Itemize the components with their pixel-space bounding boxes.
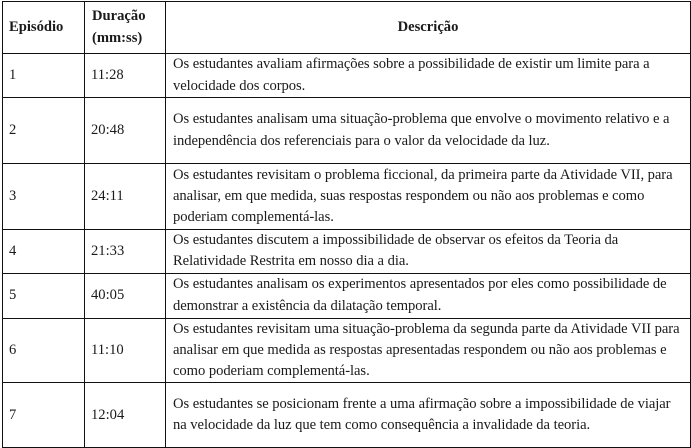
cell-duration: 24:11 — [85, 164, 166, 230]
cell-episode: 1 — [3, 54, 85, 98]
table-header-row — [3, 2, 691, 54]
cell-duration: 12:04 — [85, 383, 166, 448]
cell-episode: 4 — [3, 230, 85, 274]
table-row — [3, 164, 691, 230]
table-row — [3, 318, 691, 383]
header-episode: Episódio — [3, 2, 85, 54]
cell-description: Os estudantes avaliam afirmações sobre a possibilidade de existir um limite para a velocidade dos corpos. — [166, 54, 691, 98]
cell-description: Os estudantes analisam uma situação-problema que envolve o movimento relativo e a independência dos referenciais para o valor da velocidade da luz. — [166, 98, 691, 164]
cell-duration: 11:10 — [85, 318, 166, 383]
cell-description: Os estudantes analisam os experimentos apresentados por eles como possibilidade de demonstrar a existência da dilatação temporal. — [166, 273, 691, 318]
header-description: Descrição — [166, 2, 691, 54]
table-row — [3, 273, 691, 318]
header-duration-line1: Duração — [92, 8, 146, 25]
header-duration-line2: (mm:ss) — [92, 29, 143, 46]
episodes-table — [2, 1, 691, 448]
cell-episode: 5 — [3, 273, 85, 318]
cell-description: Os estudantes se posicionam frente a uma afirmação sobre a impossibilidade de viajar na velocidade da luz que tem como consequência a invalidade da teoria. — [166, 383, 691, 448]
cell-episode: 6 — [3, 318, 85, 383]
cell-episode: 7 — [3, 383, 85, 448]
cell-description: Os estudantes discutem a impossibilidade de observar os efeitos da Teoria da Relatividade Restrita em nosso dia a dia. — [166, 230, 691, 274]
table-row — [3, 383, 691, 448]
cell-episode: 2 — [3, 98, 85, 164]
cell-description: Os estudantes revisitam uma situação-problema da segunda parte da Atividade VII para analisar em que medida as respostas apresentadas respondem ou não aos problemas e como poderiam complementá-las. — [166, 318, 691, 383]
cell-description: Os estudantes revisitam o problema ficcional, da primeira parte da Atividade VII, para analisar, em que medida, suas respostas respondem ou não aos problemas e como poderiam complementá-las. — [166, 164, 691, 230]
cell-duration: 21:33 — [85, 230, 166, 274]
cell-duration: 20:48 — [85, 98, 166, 164]
cell-duration: 40:05 — [85, 273, 166, 318]
cell-episode: 3 — [3, 164, 85, 230]
table-row — [3, 54, 691, 98]
header-duration — [85, 2, 166, 54]
table-row — [3, 98, 691, 164]
table-row — [3, 230, 691, 274]
cell-duration: 11:28 — [85, 54, 166, 98]
